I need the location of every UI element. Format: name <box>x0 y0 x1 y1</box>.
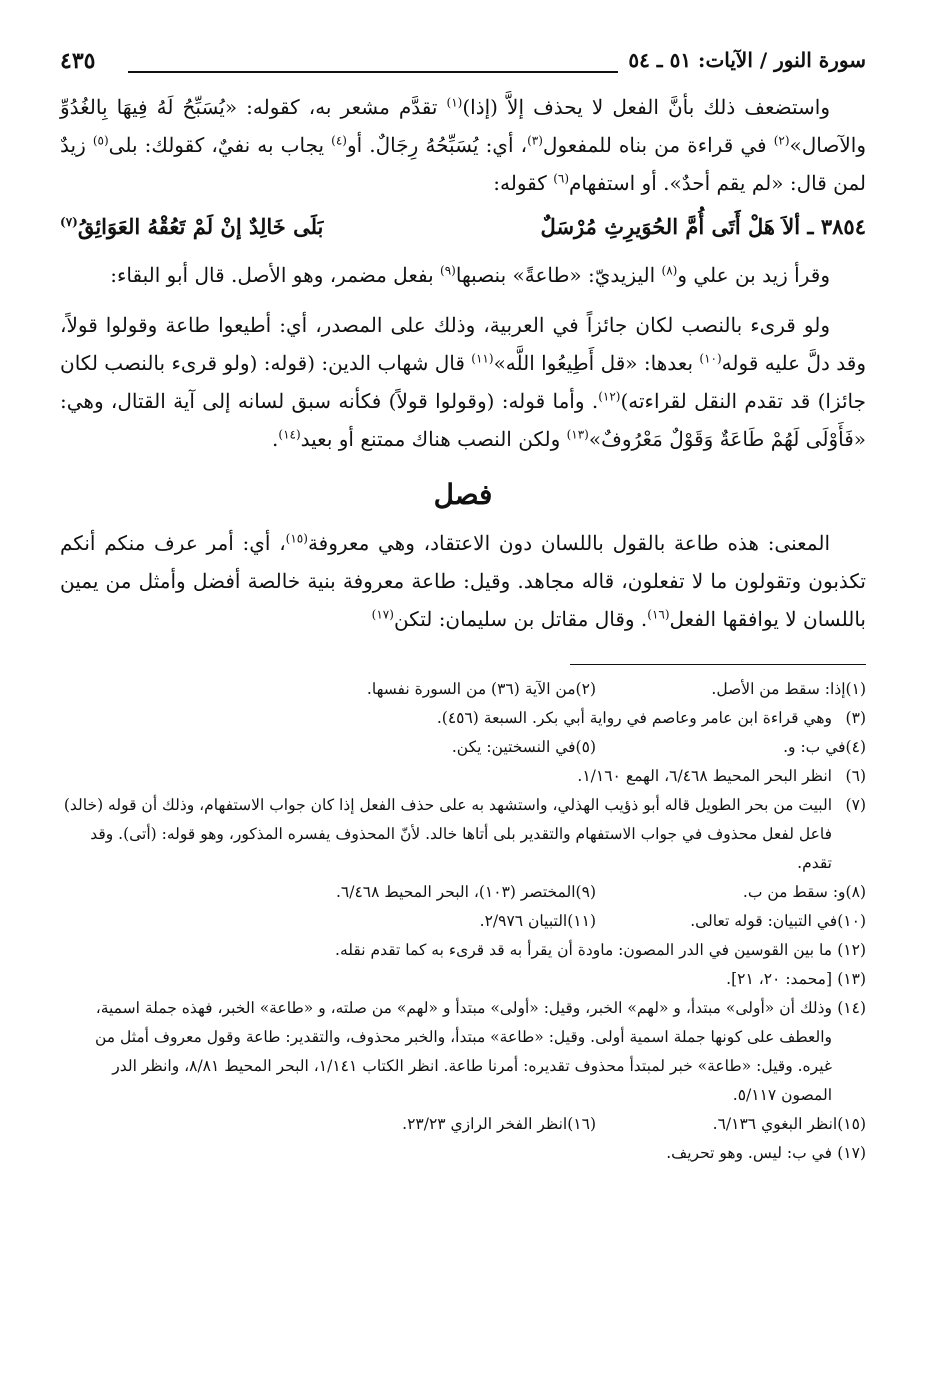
footnote-text: وذلك أن «أولى» مبتدأ، و «لهم» الخبر، وقيل: «أولى» مبتدأ و «لهم» من صلته، و «طاعة» الخبر، فهذه جملة اسمية، والعطف على كونها جملة اسمية أولى. وقيل: «طاعة» مبتدأ، والخبر محذوف، والتقدير: طاعة وقول معروف أمثل من غيره. وقيل: «طاعة» خبر لمبتدأ محذوف تقديره: أمرنا طاعة. انظر الكتاب ١/١٤١، البحر المحيط ٨/٨١، وانظر الدر المصون ٥/١١٧. <box>94 999 832 1104</box>
footnote-number: (١٢) <box>837 941 866 959</box>
footnote-text: من الآية (٣٦) من السورة نفسها. <box>366 680 576 698</box>
footnote-text: في النسختين: يكن. <box>451 738 576 756</box>
footnote-number: (٥) <box>575 738 596 756</box>
main-text <box>60 88 866 638</box>
footnotes <box>60 675 866 1168</box>
footnote-number: (١٥) <box>837 1115 866 1133</box>
footnote-text: البيت من بحر الطويل قاله أبو ذؤيب الهذلي، واستشهد به على حذف الفعل إذا كان جواب الاستفهام، وذلك أن قوله (خالد) فاعل لفعل محذوف في جواب الاستفهام والتقدير بلى أتاها خالد. لأنّ المحذوف يفسره المذكور، وهو قوله: (أتى). وقد تقدم. <box>63 796 832 872</box>
poetry-verse <box>60 208 866 246</box>
footnote-number: (١٠) <box>837 912 866 930</box>
header-rule <box>128 71 618 73</box>
footnote-row <box>60 994 866 1110</box>
footnote-number: (٩) <box>575 883 596 901</box>
footnote-number: (١٧) <box>837 1144 866 1162</box>
footnote-number: (٣) <box>845 709 866 727</box>
footnote-text: انظر البغوي ٦/١٣٦. <box>712 1115 838 1133</box>
footnote-number: (١٦) <box>567 1115 596 1133</box>
footnote-text: التبيان ٢/٩٧٦. <box>479 912 568 930</box>
footnote-number: (١٤) <box>837 999 866 1017</box>
footnote-text: انظر الفخر الرازي ٢٣/٢٣. <box>402 1115 568 1133</box>
footnote-row <box>60 878 866 907</box>
footnote-text: وهي قراءة ابن عامر وعاصم في رواية أبي بكر. السبعة (٤٥٦). <box>436 709 832 727</box>
document-page <box>60 48 866 1168</box>
paragraph-1: واستضعف ذلك بأنَّ الفعل لا يحذف إلاَّ (إذا)$^{(١)}$ تقدَّم مشعر به، كقوله: «يُسَبِّحُ لَهُ فِيهَا بِالغُدُوِّ والآصال»$^{(٢)}$ في قراءة من بناه للمفعول$^{(٣)}$، أي: يُسَبِّحُهُ رِجَالٌ. أو$^{(٤)}$ يجاب به نفيٌ، كقولك: بلى$^{(٥)}$ زيدٌ لمن قال: «لم يقم أحدٌ». أو استفهام$^{(٦)}$ كقوله: <box>60 95 866 195</box>
footnote-row <box>60 675 866 704</box>
footnote-number: (١٣) <box>837 970 866 988</box>
footnote-text: في ب: و. <box>783 738 846 756</box>
footnote-number: (٧) <box>845 796 866 814</box>
surah-title: سورة النور / الآيات: ٥١ ـ ٥٤ <box>628 48 866 72</box>
footnote-text: ما بين القوسين في الدر المصون: ماودة أن يقرأ به قد قرىء به كما تقدم نقله. <box>335 941 832 959</box>
page-header <box>60 48 866 88</box>
footnote-number: (٢) <box>575 680 596 698</box>
footnote-number: (٤) <box>845 738 866 756</box>
footnote-number: (٦) <box>845 767 866 785</box>
paragraph-2: وقرأ زيد بن علي و$^{(٨)}$ اليزيديّ: «طاعةً» بنصبها$^{(٩)}$ بفعل مضمر، وهو الأصل. قال أبو البقاء: <box>110 263 830 287</box>
footnote-number: (١١) <box>567 912 596 930</box>
footnote-text: و: سقط من ب. <box>742 883 846 901</box>
footnote-divider <box>570 664 866 665</box>
footnote-row <box>60 733 866 762</box>
footnote-number: (١) <box>845 680 866 698</box>
footnote-text: في ب: ليس. وهو تحريف. <box>666 1144 832 1162</box>
verse-first-hemistich <box>541 208 866 246</box>
footnote-row <box>60 791 866 878</box>
footnote-row <box>60 762 866 791</box>
footnote-text: إذا: سقط من الأصل. <box>711 680 846 698</box>
footnote-row <box>60 965 866 994</box>
page-number: ٤٣٥ <box>60 48 96 74</box>
paragraph-3: ولو قرىء بالنصب لكان جائزاً في العربية، وذلك على المصدر، أي: أطيعوا طاعة وقولوا قولاً، وقد دلَّ عليه قوله$^{(١٠)}$ بعدها: «قل أَطِيعُوا اللَّه»$^{(١١)}$ قال شهاب الدين: (قوله: (ولو قرىء بالنصب لكان جائزا) قد تقدم النقل لقراءته)$^{(١٢)}$. وأما قوله: (وقولوا قولاً) فكأنه سبق لسانه إلى آية القتال، وهي: «فَأَوْلَى لَهُمْ طَاعَةٌ وَقَوْلٌ مَعْرُوفٌ»$^{(١٣)}$ ولكن النصب هناك ممتنع أو بعيد$^{(١٤)}$. <box>60 313 867 451</box>
verse-second-hemistich: بَلَى خَالِدٌ إنْ لَمْ تَعُقْهُ العَوَائِقُ$^{(٧)}$ <box>60 214 324 239</box>
footnote-number: (٨) <box>845 883 866 901</box>
footnote-text: في التبيان: قوله تعالى. <box>690 912 838 930</box>
verse-right-text: ألاَ هَلْ أَتَى أُمَّ الحُوَيرِثِ مُرْسَلٌ <box>540 214 801 239</box>
footnote-text: انظر البحر المحيط ٦/٤٦٨، الهمع ١/١٦٠. <box>577 767 832 785</box>
footnote-row <box>60 704 866 733</box>
footnote-row <box>60 907 866 936</box>
footnote-row <box>60 1139 866 1168</box>
section-title: فصل <box>433 478 493 511</box>
paragraph-4: المعنى: هذه طاعة بالقول باللسان دون الاعتقاد، وهي معروفة$^{(١٥)}$، أي: أمر عرف منكم أنكم تكذبون وتقولون ما لا تفعلون، قاله مجاهد. وقيل: طاعة معروفة بنية خالصة أفضل وأمثل من يمين باللسان لا يوافقها الفعل$^{(١٦)}$. وقال مقاتل بن سليمان: لتكن$^{(١٧)}$ <box>60 531 866 631</box>
footnote-text: [محمد: ٢٠، ٢١]. <box>726 970 832 988</box>
footnote-row <box>60 1110 866 1139</box>
footnote-row <box>60 936 866 965</box>
verse-number: ٣٨٥٤ ـ <box>807 214 866 239</box>
footnote-text: المختصر (١٠٣)، البحر المحيط ٦/٤٦٨. <box>335 883 576 901</box>
